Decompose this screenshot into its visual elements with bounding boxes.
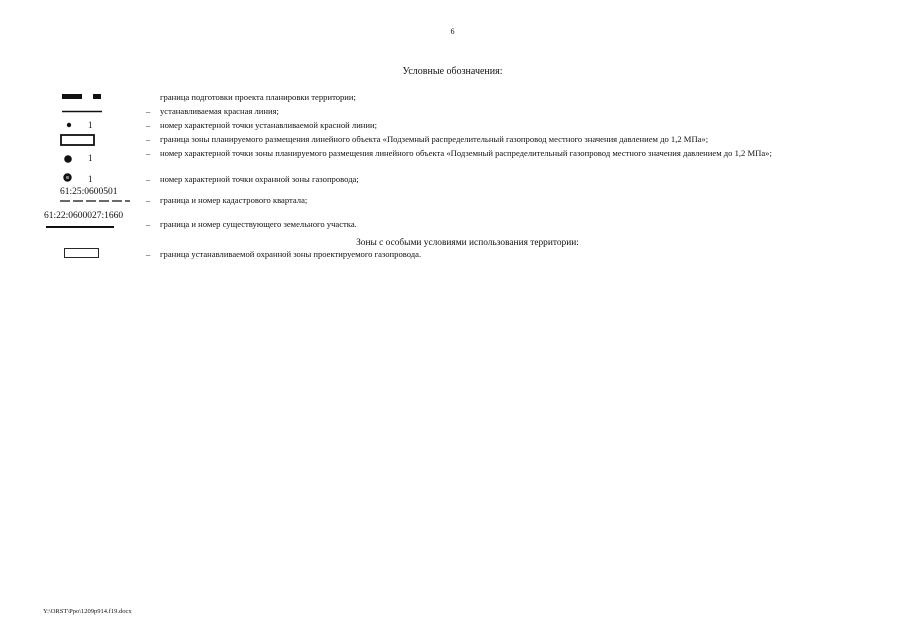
dash: – <box>146 219 151 229</box>
point-number: 1 <box>88 120 93 130</box>
legend-title: Условные обозначения: <box>402 66 503 77</box>
land-plot-number: 61:22:0600027:1660 <box>44 211 124 221</box>
land-plot-line <box>46 225 114 229</box>
placement-zone-symbol <box>60 134 96 146</box>
cadastral-quarter-line <box>60 199 130 203</box>
dash: – <box>146 120 151 130</box>
protection-point-icon <box>62 172 73 183</box>
file-path-footer: Y:\ORST\Ppo\1209p914.f19.docx <box>43 608 132 615</box>
point-number: 1 <box>88 153 93 163</box>
point-number: 1 <box>88 174 93 184</box>
legend-text: граница и номер существующего земельного участка. <box>160 219 357 229</box>
legend-text: номер характерной точки устанавливаемой красной линии; <box>160 120 377 130</box>
zones-title: Зоны с особыми условиями использования территории: <box>356 238 579 248</box>
dash: – <box>146 174 151 184</box>
planning-boundary-symbol <box>60 93 105 101</box>
dash: – <box>146 148 151 158</box>
zone-point-icon <box>63 154 73 164</box>
legend-text: граница и номер кадастрового квартала; <box>160 195 308 205</box>
cadastral-quarter-number: 61:25:0600501 <box>60 187 118 197</box>
legend-text: устанавливаемая красная линия; <box>160 106 279 116</box>
point-dot-icon <box>66 122 72 128</box>
legend-text: граница зоны планируемого размещения линейного объекта «Подземный распределительный газопровод местного значения давлением до 1,2 МПа»; <box>160 134 709 144</box>
red-line-symbol <box>62 110 102 114</box>
dash: – <box>146 106 151 116</box>
page-number: 6 <box>450 27 455 36</box>
legend-text: номер характерной точки охранной зоны газопровода; <box>160 174 359 184</box>
dash: – <box>146 134 151 144</box>
legend-text: граница устанавливаемой охранной зоны проектируемого газопровода. <box>160 249 422 259</box>
dash: – <box>146 249 151 259</box>
protection-zone-symbol <box>64 248 100 259</box>
dash: – <box>146 195 151 205</box>
legend-text: граница подготовки проекта планировки территории; <box>160 92 356 102</box>
legend-text: номер характерной точки зоны планируемого размещения линейного объекта «Подземный распределительный газопровод местного значения давлением до 1,2 МПа»; <box>160 148 772 158</box>
